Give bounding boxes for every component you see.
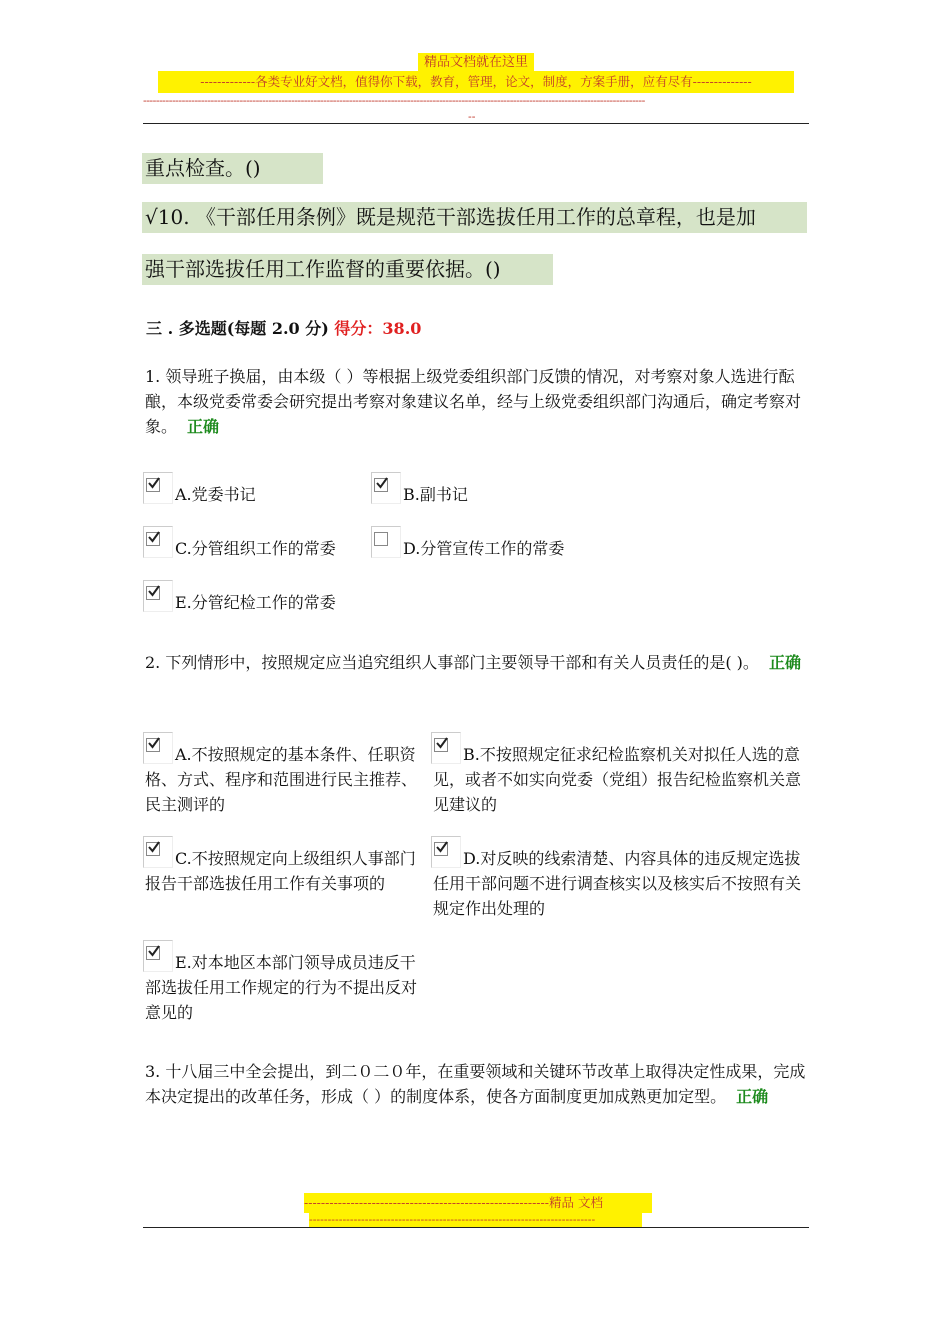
- q1-option-b[interactable]: [371, 472, 611, 506]
- q2-option-c-label: C.不按照规定向上级组织人事部门报告干部选拔任用工作有关事项的: [145, 849, 416, 893]
- header-dash-tail: --: [468, 110, 476, 123]
- question-3: [145, 1059, 813, 1109]
- question-1-status: 正确: [187, 417, 220, 436]
- q2-option-b-label: B.不按照规定征求纪检监察机关对拟任人选的意见，或者不如实向党委（党组）报告纪检监察机关意见建议的: [433, 745, 802, 814]
- section-label: 三 . 多选题(每题 2.0 分): [146, 319, 329, 338]
- q2-option-a[interactable]: [143, 732, 428, 824]
- q1-option-e-label: E.分管纪检工作的常委: [175, 593, 336, 612]
- question-3-text: 3. 十八届三中全会提出，到二０二０年，在重要领域和关键环节改革上取得决定性成果，完成本决定提出的改革任务，形成（ ）的制度体系，使各方面制度更加成熟更加定型。: [145, 1062, 806, 1106]
- question-2: [145, 650, 813, 675]
- q1-option-c[interactable]: [143, 526, 371, 560]
- q1-option-d[interactable]: [371, 526, 611, 560]
- q1-option-a-label: A.党委书记: [175, 485, 256, 504]
- q2-option-e-label: E.对本地区本部门领导成员违反干部选拔任用工作规定的行为不提出反对意见的: [145, 953, 418, 1022]
- q1-option-d-label: D.分管宣传工作的常委: [403, 539, 565, 558]
- footer-rule: [143, 1227, 809, 1228]
- section-score: 得分：38.0: [334, 319, 422, 338]
- question-2-status: 正确: [768, 653, 801, 672]
- tf-line-3: 强干部选拔任用工作监督的重要依据。(): [142, 254, 553, 285]
- tf-line-2: √10. 《干部任用条例》既是规范干部选拔任用工作的总章程，也是加: [142, 202, 807, 233]
- checkbox-checked-icon[interactable]: [146, 532, 160, 546]
- question-2-text: 2. 下列情形中，按照规定应当追究组织人事部门主要领导干部和有关人员责任的是( )。: [145, 653, 759, 672]
- header-dash-line: ------------------------------------------------------------------------------------------------------------------------------------------------------------: [143, 94, 645, 107]
- q2-option-e[interactable]: [143, 940, 428, 1032]
- q2-option-d-label: D.对反映的线索清楚、内容具体的违反规定选拔任用干部问题不进行调查核实以及核实后不按照有关规定作出处理的: [433, 849, 802, 918]
- section-heading: [146, 316, 421, 339]
- q2-option-d[interactable]: [431, 836, 809, 928]
- checkbox-checked-icon[interactable]: [146, 478, 160, 492]
- q2-option-b[interactable]: [431, 732, 809, 824]
- header-subtitle: -------------各类专业好文档，值得你下载，教育，管理，论文，制度，方案手册，应有尽有--------------: [158, 71, 794, 93]
- header-rule: [143, 123, 809, 124]
- q1-option-e[interactable]: [143, 580, 383, 614]
- checkbox-checked-icon[interactable]: [374, 478, 388, 492]
- q1-option-c-label: C.分管组织工作的常委: [175, 539, 336, 558]
- checkbox-checked-icon[interactable]: [146, 586, 160, 600]
- checkbox-unchecked-icon[interactable]: [374, 532, 388, 546]
- question-1-text: 1. 领导班子换届，由本级（ ）等根据上级党委组织部门反馈的情况，对考察对象人选进行酝酿，本级党委常委会研究提出考察对象建议名单，经与上级党委组织部门沟通后，确定考察对象。: [145, 367, 802, 436]
- q2-option-a-label: A.不按照规定的基本条件、任职资格、方式、程序和范围进行民主推荐、民主测评的: [145, 745, 418, 814]
- question-3-status: 正确: [736, 1087, 769, 1106]
- q2-option-c[interactable]: [143, 836, 428, 928]
- header-title: 精品文档就在这里: [418, 53, 534, 73]
- footer-banner: ----------------------------------------------------------精品 文档: [304, 1193, 652, 1213]
- footer-dash: -----------------------------------------------------------------------------: [309, 1213, 642, 1227]
- question-1: [145, 364, 813, 439]
- tf-line-1: 重点检查。(): [142, 153, 323, 184]
- q1-option-a[interactable]: [143, 472, 368, 506]
- q1-option-b-label: B.副书记: [403, 485, 468, 504]
